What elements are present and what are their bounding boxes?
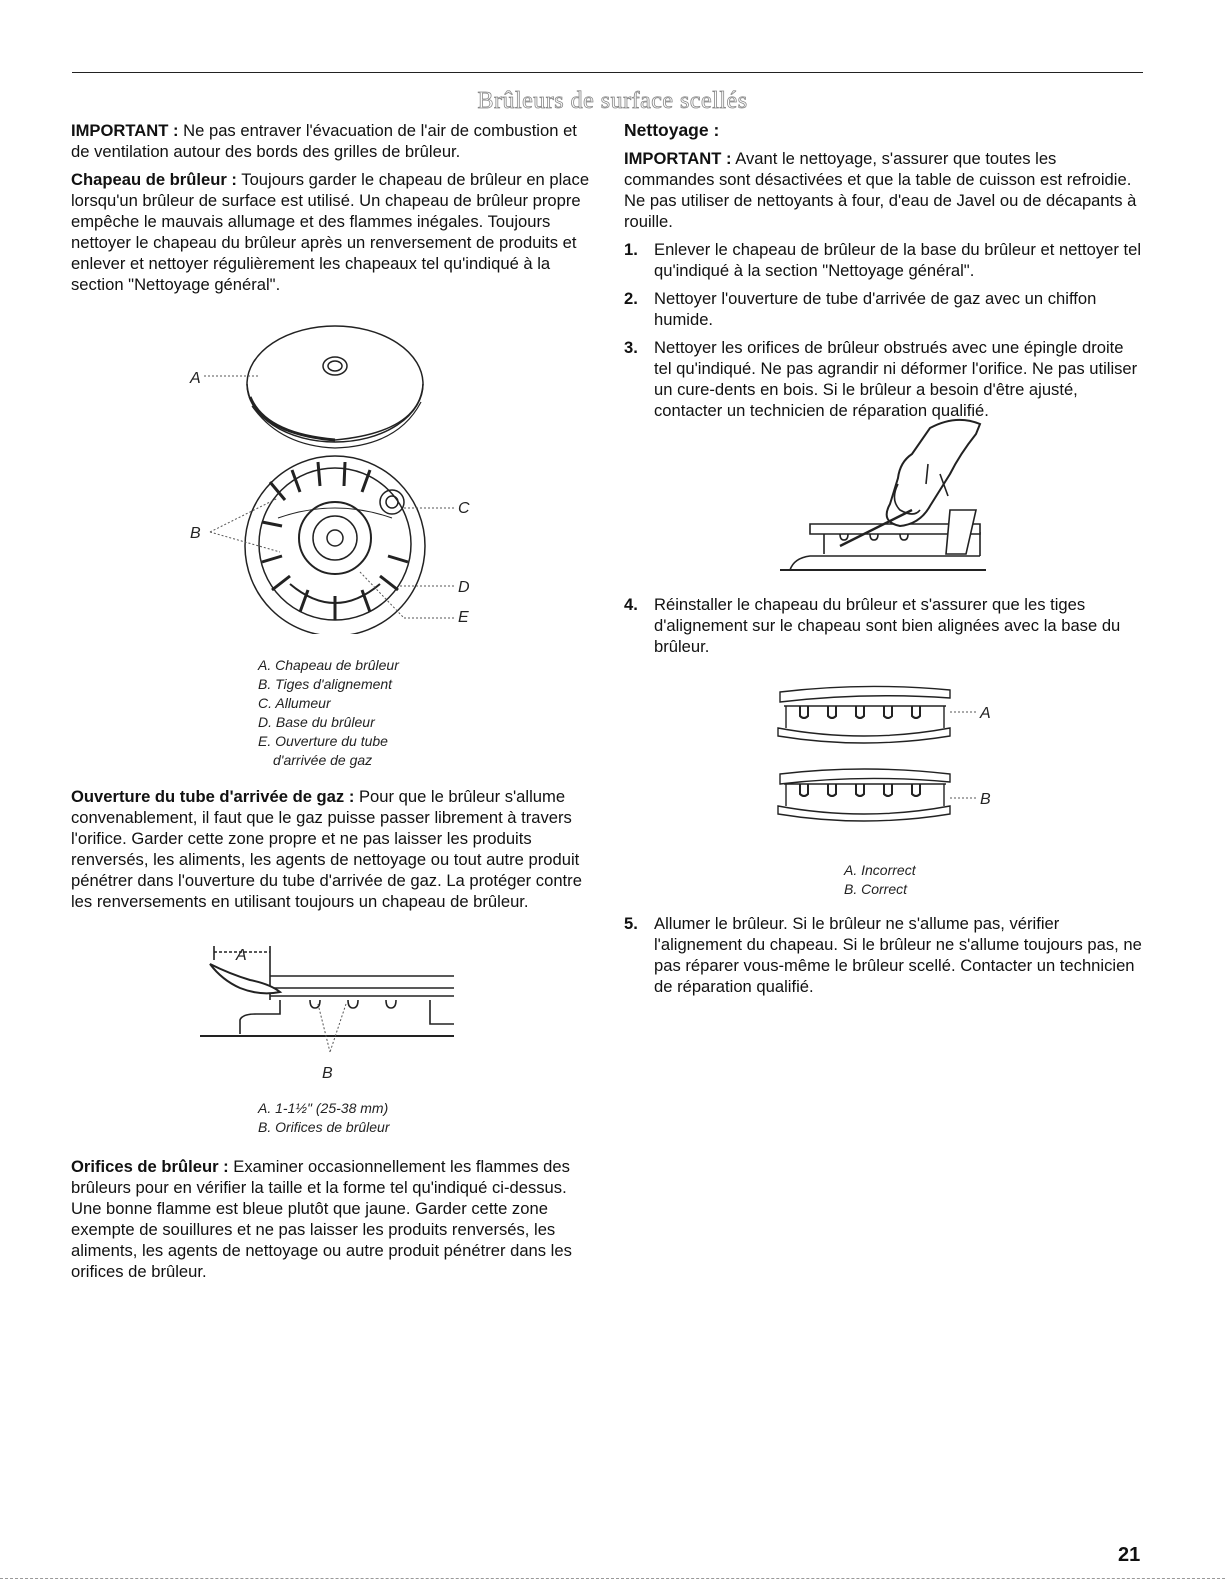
- burner-base-drawing: [245, 456, 425, 634]
- incorrect-cap-drawing: [778, 686, 950, 743]
- caption-b: B. Correct: [844, 881, 908, 897]
- cleaning-important-text: Avant le nettoyage, s'assurer que toutes les commandes sont désactivées et que la table de cuisson est refroidie. Ne pas utiliser de nettoyants à four, d'eau de Javel ou de décapants à rouille.: [624, 149, 1137, 231]
- gas-tube-captions: [258, 1099, 390, 1137]
- orifices-label: Orifices de brûleur :: [71, 1157, 229, 1176]
- page-number: 21: [1118, 1544, 1141, 1566]
- label-b: B: [322, 1065, 333, 1082]
- burner-cap-drawing: [247, 326, 423, 448]
- gas-tube-text: Pour que le brûleur s'allume convenablement, il faut que le gaz puisse passer librement à travers l'orifice. Garder cette zone propre et ne pas laisser les produits renversés, les aliments, les agents de nettoyage ou tout autre produit pénétrer dans l'ouverture du tube d'arrivée de gaz. La protéger contre les renversements en utilisant toujours un chapeau de brûleur.: [71, 787, 582, 911]
- step-number: 2.: [624, 289, 638, 308]
- label-d: D: [458, 579, 470, 596]
- list-item: [624, 288, 1144, 330]
- gas-tube-diagram: [200, 940, 462, 1082]
- chapeau-paragraph: [71, 169, 591, 295]
- left-column-intro: [71, 120, 591, 302]
- important-text: Ne pas entraver l'évacuation de l'air de combustion et de ventilation autour des bords des grilles de brûleur.: [71, 121, 577, 161]
- caption-a: A. 1-1½" (25-38 mm): [258, 1100, 389, 1116]
- right-column-step5: [624, 913, 1144, 1004]
- cap-alignment-captions: [844, 861, 916, 899]
- leader-b1: [210, 498, 278, 532]
- bottom-rule: [0, 1578, 1225, 1579]
- important-paragraph: [71, 120, 591, 162]
- list-item: [624, 594, 1144, 657]
- caption-e2: d'arrivée de gaz: [273, 752, 373, 768]
- step-text: Enlever le chapeau de brûleur de la base du brûleur et nettoyer tel qu'indiqué à la section "Nettoyage général".: [654, 240, 1142, 280]
- caption-d: D. Base du brûleur: [258, 714, 375, 730]
- top-rule: [72, 72, 1143, 73]
- step-text: Allumer le brûleur. Si le brûleur ne s'allume pas, vérifier l'alignement du chapeau. Si le brûleur ne s'allume toujours pas, ne pas réparer vous-même le brûleur scellé. Contacter un technicien de réparation qualifié.: [654, 914, 1142, 996]
- caption-c: C. Allumeur: [258, 695, 331, 711]
- burner-diagram-captions: [258, 656, 399, 770]
- orifices-text: Examiner occasionnellement les flammes des brûleurs pour en vérifier la taille et la forme tel qu'indiqué ci-dessus. Une bonne flamme est bleue plutôt que jaune. Garder cette zone exempte de souillures et ne pas laisser les produits renversés, les aliments, les agents de nettoyage ou autre produit pénétrer dans les orifices de brûleur.: [71, 1157, 572, 1281]
- orifices-paragraph: [71, 1156, 591, 1282]
- step-number: 3.: [624, 338, 638, 357]
- cleaning-step-4: [624, 594, 1144, 657]
- cleaning-heading: Nettoyage :: [624, 120, 720, 140]
- right-column-top: [624, 120, 1144, 428]
- gas-tube-label: Ouverture du tube d'arrivée de gaz :: [71, 787, 355, 806]
- chapeau-text: Toujours garder le chapeau de brûleur en place lorsqu'un brûleur de surface est utilisé. Un chapeau de brûleur propre empêche le mauvais allumage et des flammes inégales. Toujours nettoyer le chapeau du brûleur après un renversement de produits et enlever et nettoyer régulièrement les chapeaux tel qu'indiqué à la section "Nettoyage général".: [71, 170, 590, 294]
- pin-cleaning-diagram: [780, 414, 990, 576]
- cap-alignment-diagram: [774, 684, 1004, 830]
- cleaning-step-5: [624, 913, 1144, 997]
- chapeau-label: Chapeau de brûleur :: [71, 170, 237, 189]
- caption-b: B. Tiges d'alignement: [258, 676, 393, 692]
- leader-orifice1: [318, 1004, 330, 1052]
- step-text: Nettoyer l'ouverture de tube d'arrivée de gaz avec un chiffon humide.: [654, 289, 1097, 329]
- leader-orifice2: [330, 1004, 346, 1052]
- step-text: Nettoyer les orifices de brûleur obstrués avec une épingle droite tel qu'indiqué. Ne pas agrandir ni déformer l'orifice. Ne pas utiliser un cure-dents en bois. Si le brûleur a besoin d'être ajusté, contacter un technicien de réparation qualifié.: [654, 338, 1138, 420]
- step-text: Réinstaller le chapeau du brûleur et s'assurer que les tiges d'alignement sur le chapeau sont bien alignées avec la base du brûleur.: [654, 595, 1121, 656]
- label-a: A: [190, 370, 201, 387]
- orifices-paragraph-block: [71, 1156, 591, 1289]
- gas-tube-paragraph: [71, 786, 591, 912]
- label-a: A: [236, 947, 247, 964]
- step-number: 4.: [624, 595, 638, 614]
- important-label: IMPORTANT :: [71, 121, 179, 140]
- cleaning-steps-1-3: [624, 239, 1144, 421]
- label-e: E: [458, 609, 469, 626]
- caption-e1: E. Ouverture du tube: [258, 733, 388, 749]
- burner-diagram: [170, 322, 490, 634]
- label-a: A: [980, 705, 991, 722]
- right-column-step4: [624, 594, 1144, 664]
- correct-cap-drawing: [778, 769, 950, 821]
- list-item: [624, 337, 1144, 421]
- label-c: C: [458, 500, 470, 517]
- page-title: Brûleurs de surface scellés: [477, 88, 748, 114]
- label-b: B: [980, 791, 991, 808]
- cleaning-important-paragraph: [624, 148, 1144, 232]
- step-number: 5.: [624, 914, 638, 933]
- step-number: 1.: [624, 240, 638, 259]
- label-b: B: [190, 525, 201, 542]
- caption-a: A. Incorrect: [844, 862, 916, 878]
- list-item: [624, 239, 1144, 281]
- list-item: [624, 913, 1144, 997]
- caption-b: B. Orifices de brûleur: [258, 1119, 390, 1135]
- caption-a: A. Chapeau de brûleur: [258, 657, 399, 673]
- cleaning-important-label: IMPORTANT :: [624, 149, 732, 168]
- gas-tube-paragraph-block: [71, 786, 591, 919]
